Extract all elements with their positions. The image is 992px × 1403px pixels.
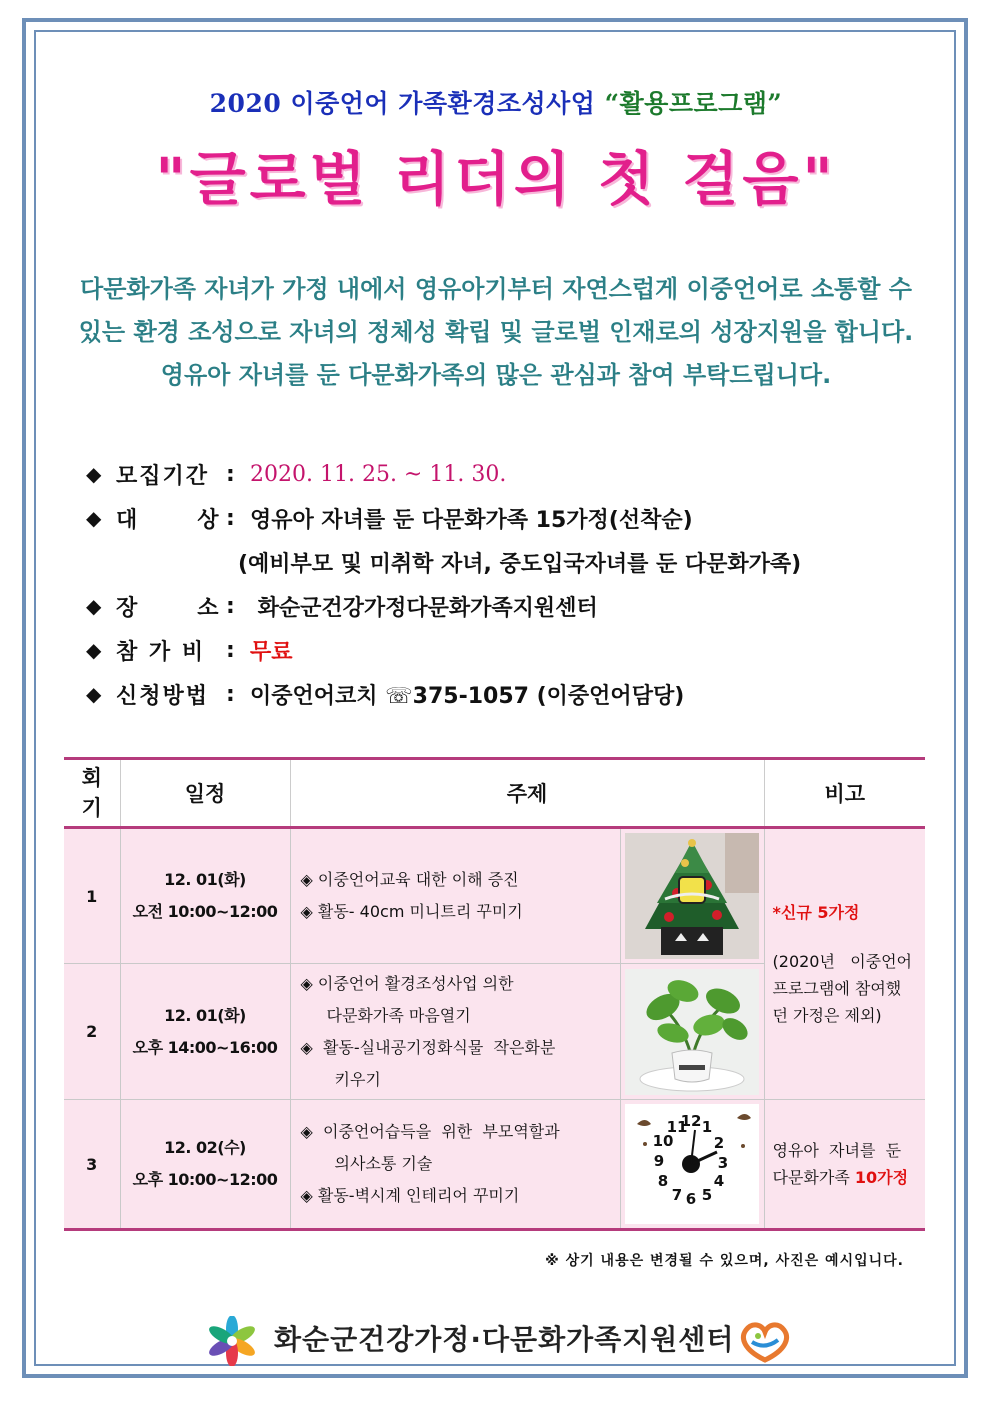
- info-label: 모집기간: [116, 463, 210, 489]
- info-list: [86, 452, 926, 716]
- clock-number: 8: [657, 1172, 668, 1190]
- christmas-tree-photo: [625, 833, 759, 959]
- info-colon: :: [226, 505, 235, 531]
- clock-number: 7: [671, 1186, 682, 1204]
- topic-line: ◈ 활동-벽시계 인테리어 꾸미기: [300, 1186, 520, 1205]
- table-row: [64, 828, 925, 964]
- note-line: 프로그램에 참여했: [772, 979, 902, 998]
- header-note: 비고: [764, 759, 925, 828]
- clock-number: 9: [653, 1152, 664, 1170]
- note-family-count: [764, 1100, 925, 1230]
- diamond-bullet-icon: ◆: [86, 638, 102, 662]
- clock-number: 11: [666, 1118, 687, 1136]
- topic-line: 의사소통 기술: [334, 1154, 433, 1173]
- row-image-cell: [620, 1100, 764, 1230]
- header-date: 일정: [120, 759, 290, 828]
- subtitle-program: “활용프로그램”: [604, 89, 783, 118]
- row-date-day: 12. 02(수): [164, 1138, 246, 1157]
- row-topic: [290, 964, 620, 1100]
- subtitle: [0, 84, 992, 120]
- clock-number: 2: [713, 1134, 724, 1152]
- info-value: 영유아 자녀를 둔 다문화가족 15가정(선착순): [250, 507, 693, 533]
- info-value-sub: (예비부모 및 미취학 자녀, 중도입국자녀를 둔 다문화가족): [238, 551, 802, 577]
- info-colon: :: [226, 593, 235, 619]
- row-date-day: 12. 01(화): [164, 1005, 246, 1025]
- info-label: 참 가 비: [116, 639, 206, 665]
- row-date-time: 오전 10:00~12:00: [132, 902, 278, 921]
- row-date: [120, 828, 290, 964]
- info-period: [86, 452, 926, 496]
- info-value: 무료: [250, 639, 293, 665]
- note-line: (2020년 이중언어: [772, 952, 913, 971]
- main-title: "글로벌 리더의 첫 걸음": [155, 145, 837, 213]
- clock-number: 4: [713, 1172, 724, 1190]
- intro-line-2: 있는 환경 조성으로 자녀의 정체성 확립 및 글로벌 인재로의 성장지원을 합니다.: [78, 318, 914, 346]
- note-line: 영유아 자녀를 둔: [772, 1141, 902, 1160]
- info-apply: [86, 672, 926, 716]
- header-num-text: 회기: [81, 766, 102, 820]
- row-image-cell: [620, 828, 764, 964]
- row-topic: [290, 1100, 620, 1230]
- topic-line: ◈ 이중언어습득을 위한 부모역할과: [300, 1122, 560, 1141]
- header-num: [64, 759, 120, 828]
- row-topic: [290, 828, 620, 964]
- wall-clock-photo: [625, 1104, 759, 1224]
- row-date: [120, 964, 290, 1100]
- note-line: [773, 1164, 918, 1191]
- diamond-bullet-icon: ◆: [86, 594, 102, 618]
- info-target: [86, 496, 926, 540]
- info-colon: :: [226, 637, 235, 663]
- clock-number: 12: [680, 1112, 701, 1130]
- schedule-table: [64, 757, 925, 1231]
- clock-number: 6: [685, 1190, 696, 1208]
- info-label: 장 소: [116, 595, 221, 621]
- note-text: 다문화가족: [772, 1168, 855, 1187]
- info-target-sub: [86, 540, 926, 584]
- note-line: 던 가정은 제외): [772, 1006, 882, 1025]
- row-num: 2: [64, 964, 120, 1100]
- clock-number: 3: [717, 1154, 728, 1172]
- clock-number: 5: [701, 1186, 712, 1204]
- row-date-time: 오후 10:00~12:00: [132, 1170, 278, 1189]
- subtitle-main: 2020 이중언어 가족환경조성사업: [209, 89, 605, 118]
- disclaimer: ※ 상기 내용은 변경될 수 있으며, 사진은 예시입니다.: [545, 1253, 904, 1269]
- intro-line-3: 영유아 자녀를 둔 다문화가족의 많은 관심과 참여 부탁드립니다.: [160, 361, 832, 389]
- note-highlight: *신규 5가정: [772, 903, 860, 922]
- family-logo-icon: [738, 1320, 792, 1364]
- info-fee: [86, 628, 926, 672]
- header-topic: 주제: [290, 759, 764, 828]
- topic-line: ◈ 이중언어 활경조성사업 의한: [300, 973, 514, 993]
- row-num: 1: [64, 828, 120, 964]
- table-header-row: [64, 759, 925, 828]
- topic-line: ◈ 활동- 40cm 미니트리 꾸미기: [300, 902, 523, 921]
- row-date-day: 12. 01(화): [164, 870, 246, 889]
- row-date: [120, 1100, 290, 1230]
- info-colon: :: [226, 681, 235, 707]
- potted-plant-photo: [625, 969, 759, 1095]
- diamond-bullet-icon: ◆: [86, 506, 102, 530]
- info-label: 신청방법: [116, 683, 210, 709]
- info-colon: :: [226, 461, 235, 487]
- center-logo-icon: [207, 1316, 257, 1366]
- diamond-bullet-icon: ◆: [86, 682, 102, 706]
- info-label: 대 상: [116, 507, 221, 533]
- topic-line: ◈ 활동-실내공기정화식물 작은화분: [300, 1037, 556, 1057]
- diamond-bullet-icon: ◆: [86, 462, 102, 486]
- clock-number: 10: [652, 1132, 673, 1150]
- clock-number: 1: [701, 1118, 712, 1136]
- table-row: [64, 1100, 925, 1230]
- intro-line-1: 다문화가족 자녀가 가정 내에서 영유아기부터 자연스럽게 이중언어로 소통할 수: [80, 275, 912, 303]
- intro-paragraph: [60, 268, 932, 397]
- topic-line: 키우기: [334, 1069, 381, 1089]
- footer-center-name: 화순군건강가정·다문화가족지원센터: [274, 1323, 735, 1356]
- info-value: 2020. 11. 25. ~ 11. 30.: [250, 461, 507, 487]
- row-date-time: 오후 14:00~16:00: [132, 1037, 278, 1057]
- info-value: 이중언어코치 ☏375-1057 (이중언어담당): [250, 683, 685, 709]
- note-new-families: [764, 828, 925, 1100]
- topic-line: 다문화가족 마음열기: [326, 1005, 471, 1025]
- info-place: [86, 584, 926, 628]
- info-value: 화순군건강가정다문화가족지원센터: [250, 595, 598, 621]
- row-num: 3: [64, 1100, 120, 1230]
- row-image-cell: [620, 964, 764, 1100]
- note-highlight: 10가정: [854, 1168, 909, 1187]
- topic-line: ◈ 이중언어교육 대한 이해 증진: [300, 870, 519, 889]
